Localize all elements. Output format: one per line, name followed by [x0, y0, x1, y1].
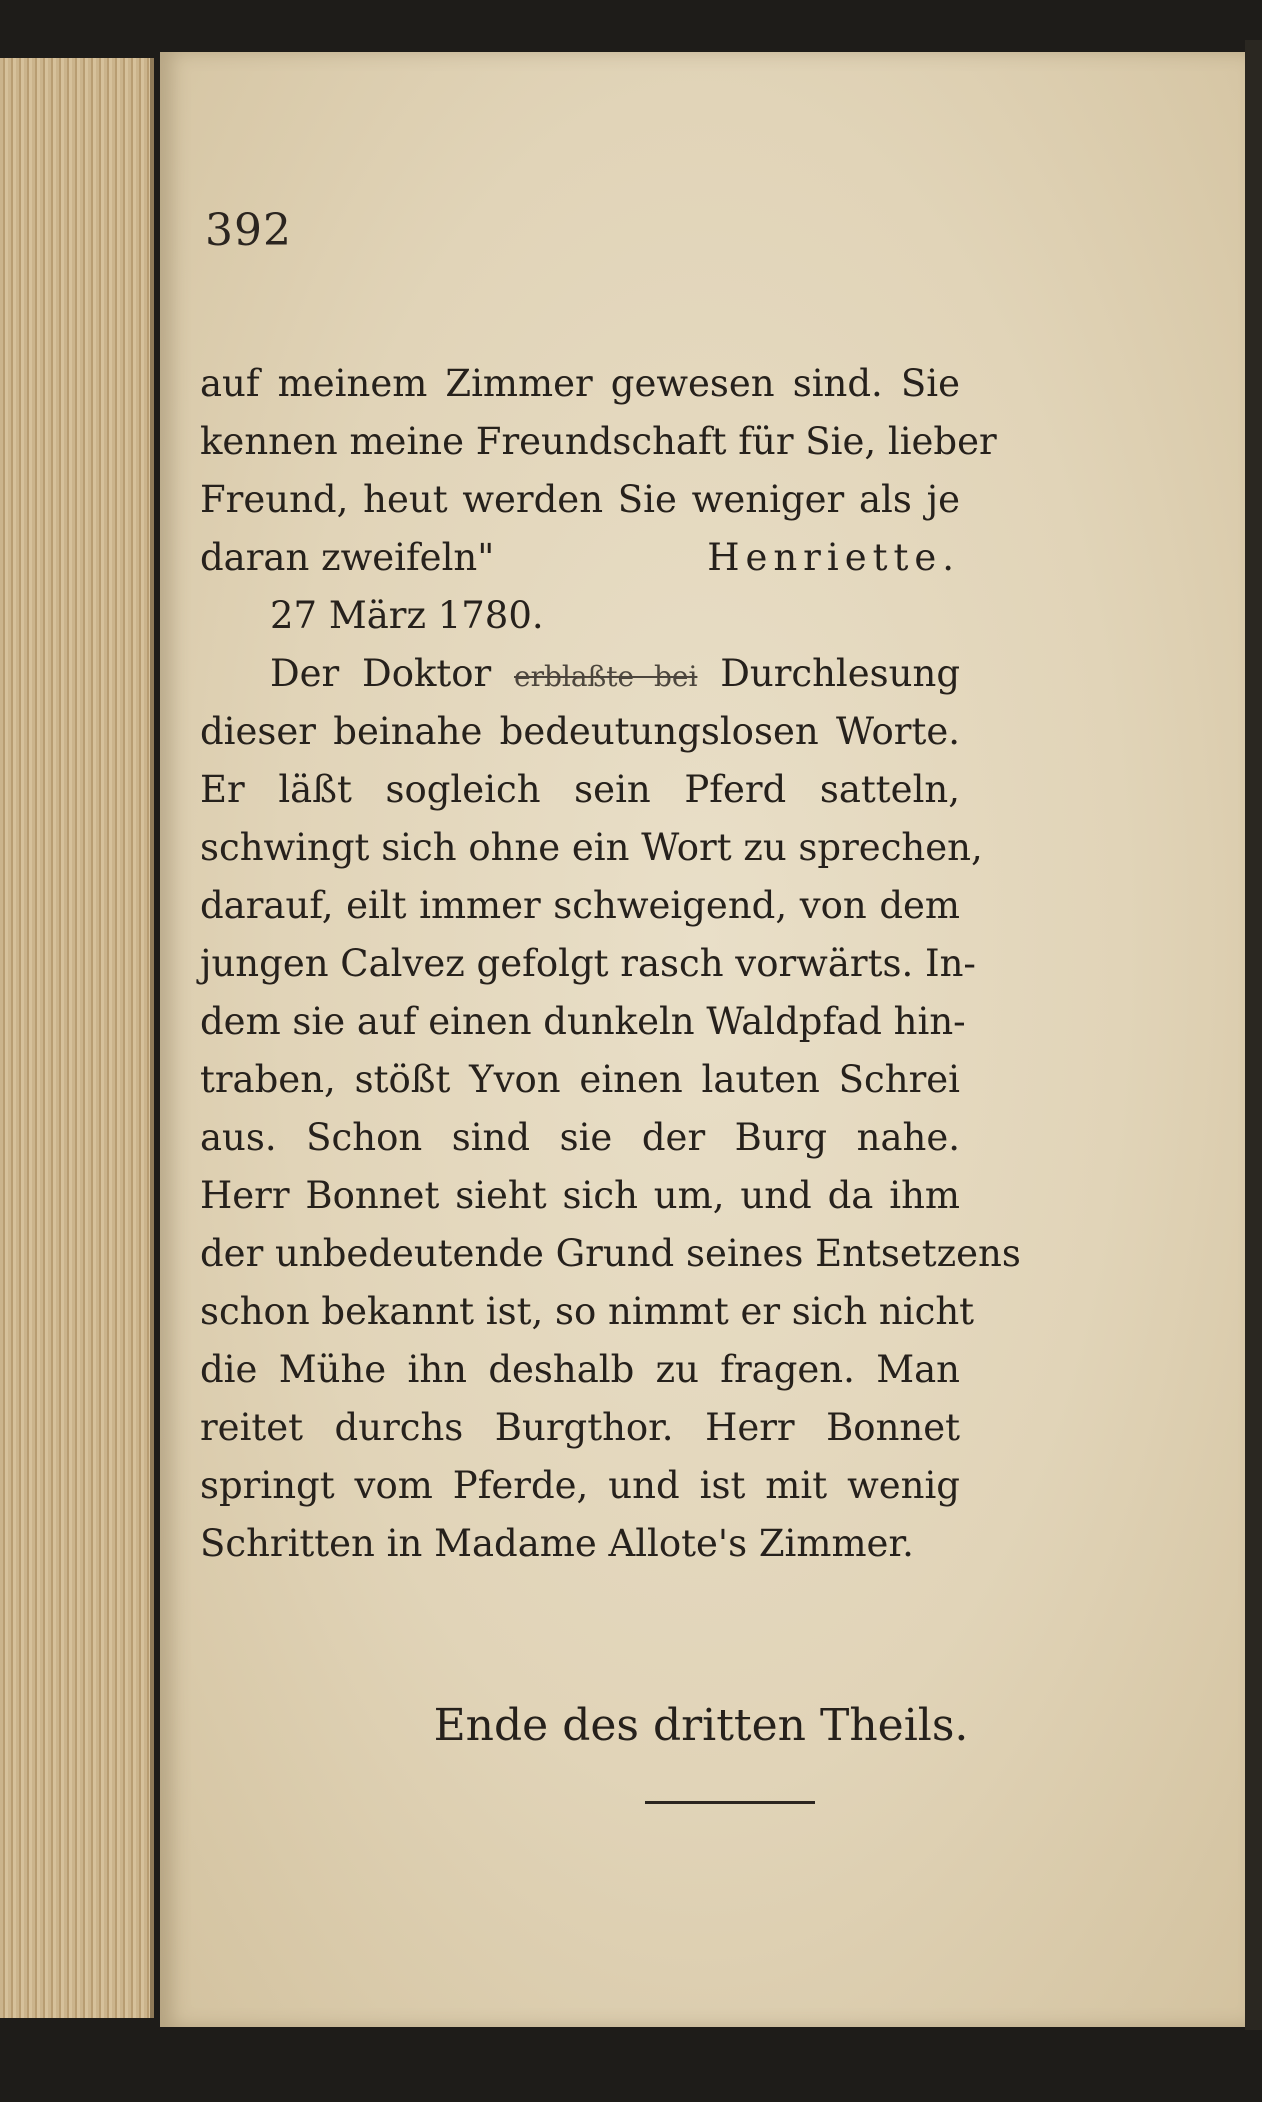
text-fragment: Der Doktor	[270, 652, 492, 695]
text-line: kennen meine Freundschaft für Sie, lieber	[200, 420, 997, 463]
text-line: Schritten in Madame Allote's Zimmer.	[200, 1522, 914, 1565]
text-line: darauf, eilt immer schweigend, von dem	[200, 884, 960, 927]
text-fragment: Durchlesung	[720, 652, 960, 695]
signature-name: Henriette.	[707, 536, 960, 579]
closing-rule	[645, 1801, 815, 1804]
text-line: Freund, heut werden Sie weniger als je	[200, 478, 960, 521]
closing-text: daran zweifeln"	[200, 536, 495, 579]
text-line: reitet durchs Burgthor. Herr Bonnet	[200, 1406, 960, 1449]
text-line: jungen Calvez gefolgt rasch vorwärts. In-	[200, 942, 976, 985]
text-line: der unbedeutende Grund seines Entsetzens	[200, 1232, 1021, 1275]
text-line: Herr Bonnet sieht sich um, und da ihm	[200, 1174, 960, 1217]
chapter-ending: Ende des dritten Theils.	[433, 1700, 969, 1751]
page-number: 392	[205, 205, 292, 256]
text-line: schwingt sich ohne ein Wort zu sprechen,	[200, 826, 983, 869]
text-line: dieser beinahe bedeutungslosen Worte.	[200, 710, 960, 753]
text-line: Er läßt sogleich sein Pferd satteln,	[200, 768, 960, 811]
text-line: aus. Schon sind sie der Burg nahe.	[200, 1116, 960, 1159]
text-line: auf meinem Zimmer gewesen sind. Sie	[200, 362, 960, 405]
date-line: 27 März 1780.	[270, 594, 544, 637]
text-line: schon bekannt ist, so nimmt er sich nicht	[200, 1290, 975, 1333]
text-line: springt vom Pferde, und ist mit wenig	[200, 1464, 960, 1507]
text-line: dem sie auf einen dunkeln Waldpfad hin-	[200, 1000, 966, 1043]
signature-line	[200, 529, 960, 587]
struck-annotation: erblaßte bei	[514, 660, 698, 693]
text-line: traben, stößt Yvon einen lauten Schrei	[200, 1058, 960, 1101]
text-line: die Mühe ihn deshalb zu fragen. Man	[200, 1348, 960, 1391]
body-text	[200, 355, 1021, 1573]
paragraph-first-line	[200, 645, 960, 703]
